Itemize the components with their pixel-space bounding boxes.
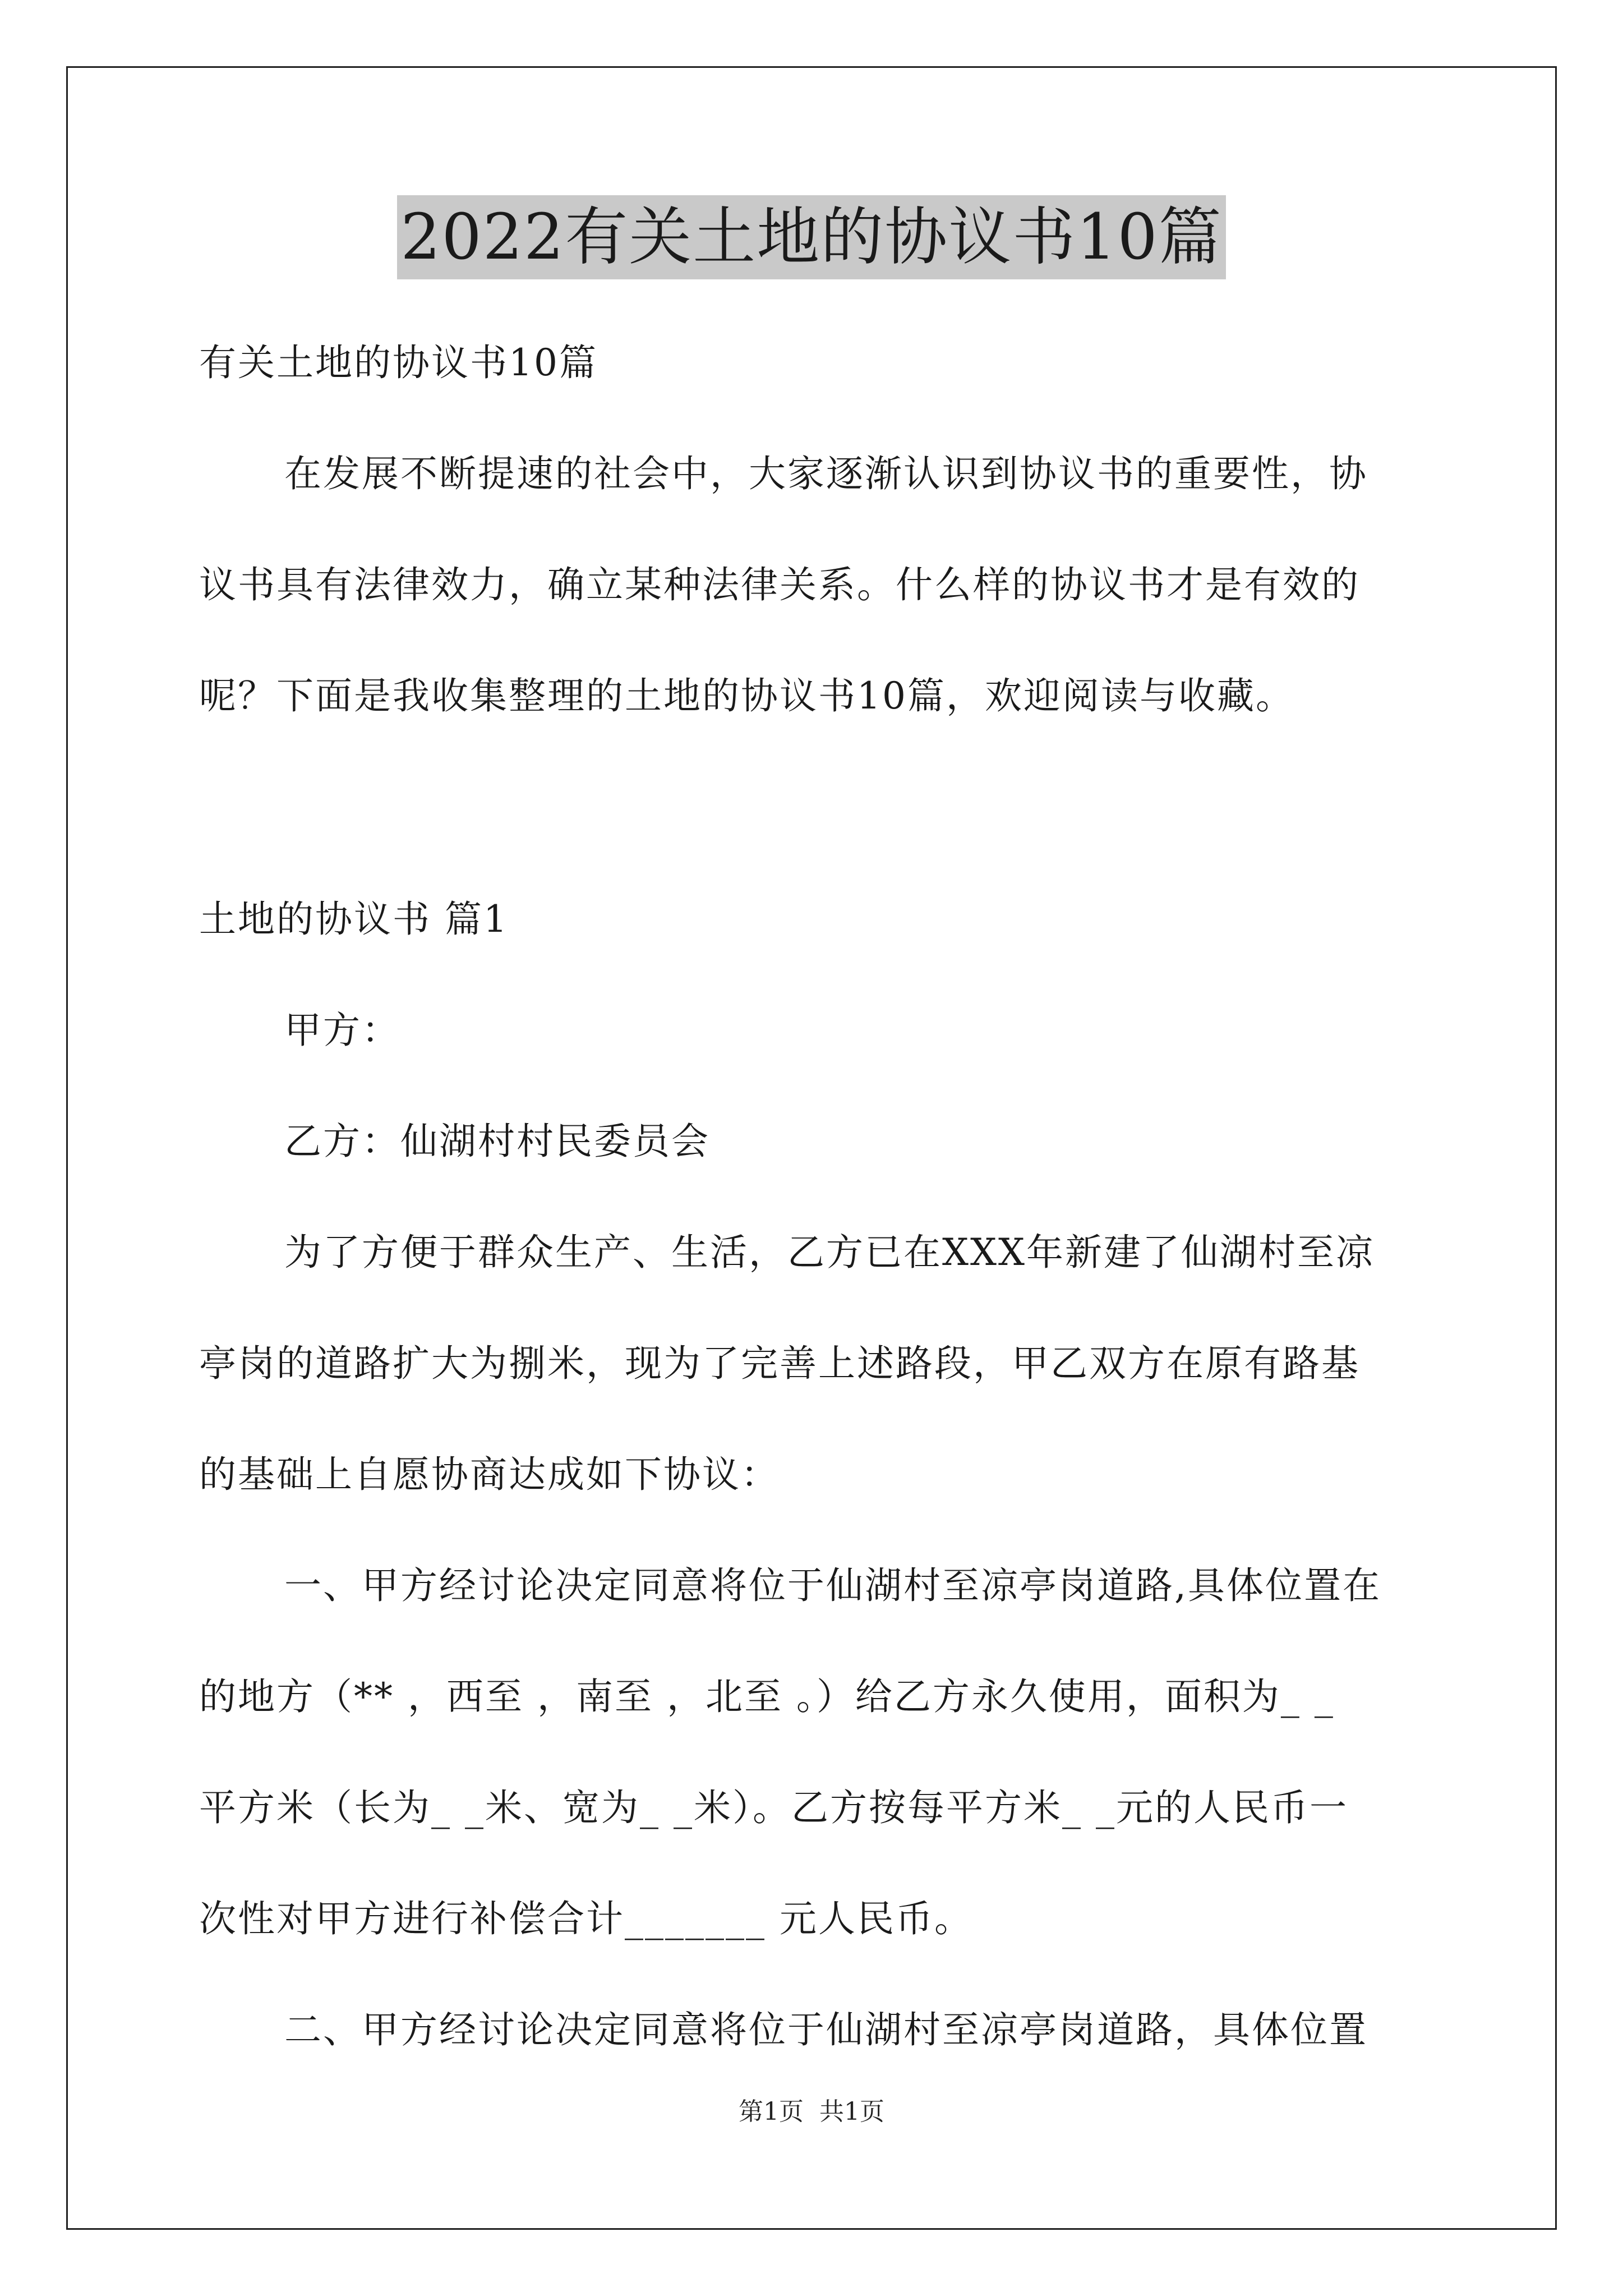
purpose-line-3: 的基础上自愿协商达成如下协议： xyxy=(199,1453,780,1496)
purpose-line-1: 为了方便于群众生产、生活，乙方已在XXX年新建了仙湖村至凉 xyxy=(284,1231,1375,1274)
clause-2-line-1: 二、甲方经讨论决定同意将位于仙湖村至凉亭岗道路，具体位置 xyxy=(284,2008,1368,2051)
page-number: 第1页 xyxy=(739,2097,804,2126)
section-heading: 土地的协议书 篇1 xyxy=(199,898,509,941)
clause-1-line-1: 一、甲方经讨论决定同意将位于仙湖村至凉亭岗道路,具体位置在 xyxy=(284,1564,1381,1607)
page-footer xyxy=(0,2091,1623,2127)
purpose-line-2: 亭岗的道路扩大为捌米，现为了完善上述路段，甲乙双方在原有路基 xyxy=(199,1342,1360,1385)
intro-line-1: 在发展不断提速的社会中，大家逐渐认识到协议书的重要性，协 xyxy=(284,452,1368,495)
party-b-line: 乙方：仙湖村村民委员会 xyxy=(284,1120,710,1163)
clause-1-line-4: 次性对甲方进行补偿合计_______ 元人民币。 xyxy=(199,1897,973,1940)
intro-line-2: 议书具有法律效力，确立某种法律关系。什么样的协议书才是有效的 xyxy=(199,563,1360,606)
clause-1-line-3: 平方米（长为_ _米、宽为_ _米）。乙方按每平方米_ _元的人民币一 xyxy=(199,1786,1348,1829)
page-total: 共1页 xyxy=(819,2097,884,2126)
document-body xyxy=(199,307,1433,2086)
intro-line-3: 呢？下面是我收集整理的土地的协议书10篇，欢迎阅读与收藏。 xyxy=(199,674,1294,717)
title-wrap xyxy=(0,195,1623,279)
section-spacer xyxy=(199,752,1433,864)
clause-1-line-2: 的地方（** ，西至 ，南至 ，北至 。）给乙方永久使用，面积为_ _ xyxy=(199,1675,1335,1718)
document-subtitle: 有关土地的协议书10篇 xyxy=(199,341,598,384)
document-title: 2022有关土地的协议书10篇 xyxy=(397,195,1226,279)
party-a-line: 甲方： xyxy=(284,1009,400,1052)
